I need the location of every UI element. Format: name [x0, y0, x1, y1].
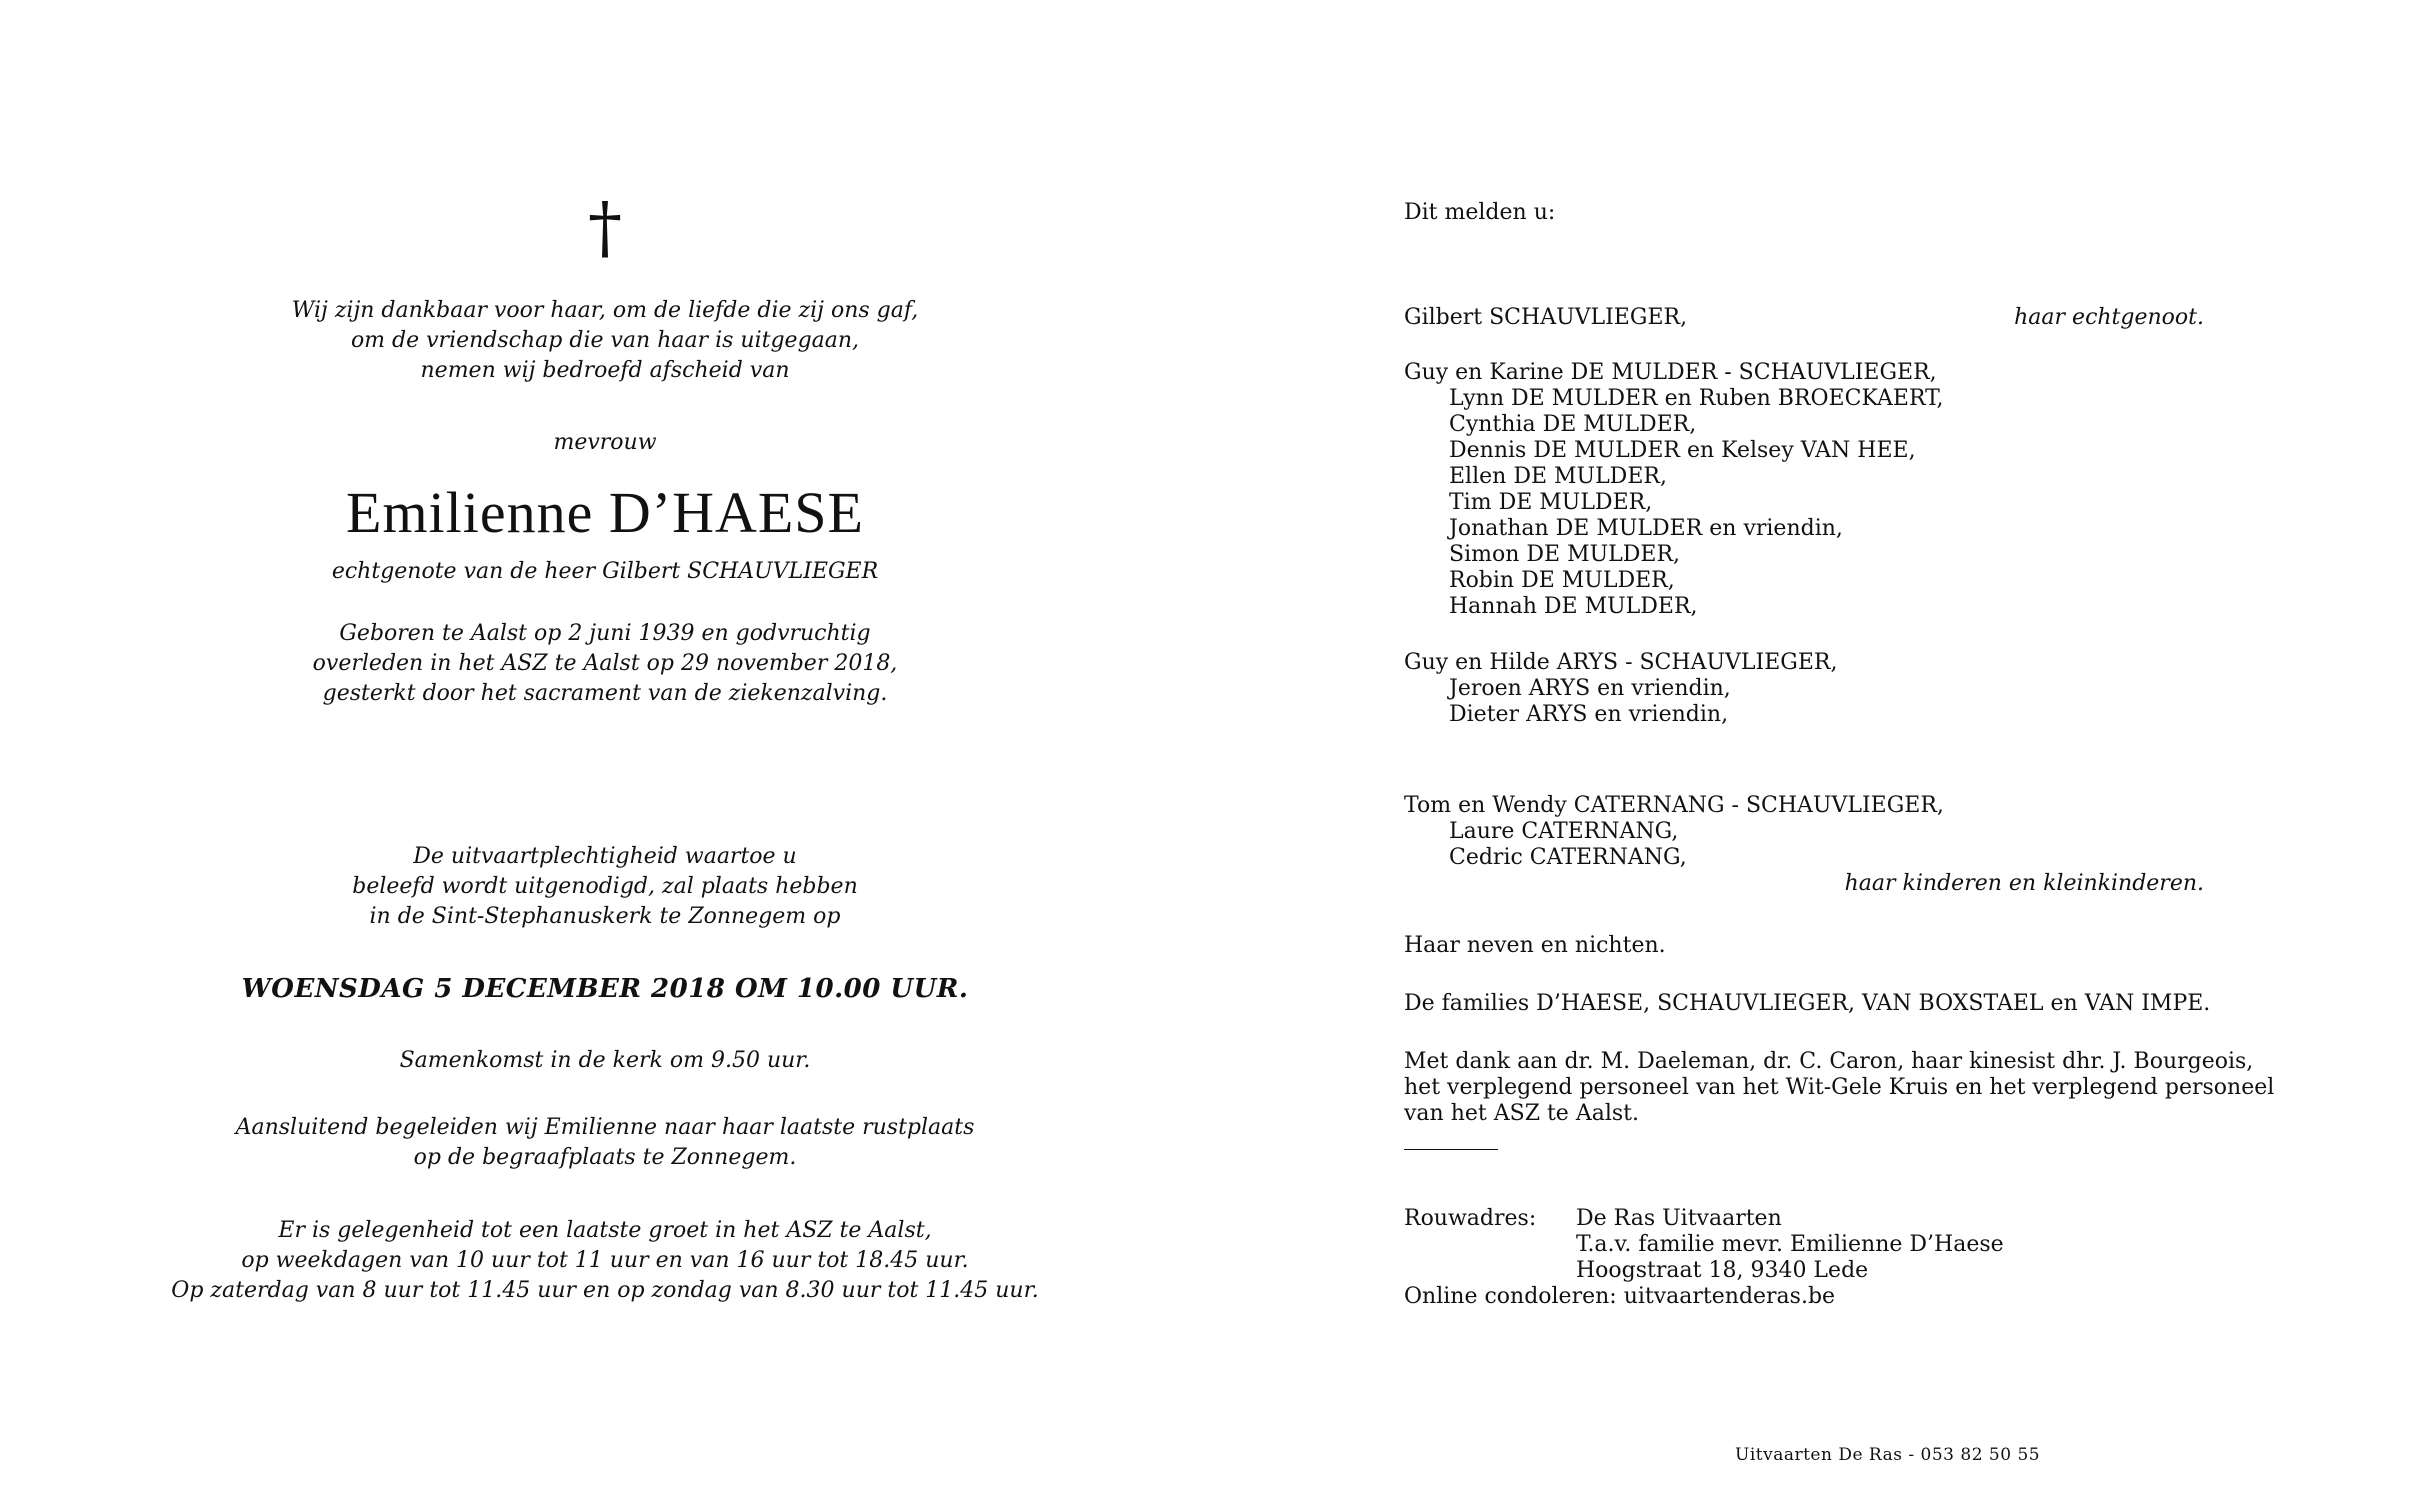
address-line-1: De Ras Uitvaarten [1576, 1206, 1782, 1231]
family1-head: Guy en Karine DE MULDER - SCHAUVLIEGER, [1404, 360, 1937, 385]
family2-member: Dieter ARYS en vriendin, [1449, 702, 1729, 727]
spouse-line: echtgenote van de heer Gilbert SCHAUVLIEGER [331, 559, 879, 584]
visitation-line-1: Er is gelegenheid tot een laatste groet in het ASZ te Aalst, [278, 1218, 932, 1243]
funeral-date: WOENSDAG 5 DECEMBER 2018 OM 10.00 UUR. [241, 974, 969, 1004]
cousins-line: Haar neven en nichten. [1404, 933, 1666, 958]
thanks-line-3: van het ASZ te Aalst. [1404, 1101, 1639, 1126]
invitation-line-1: De uitvaartplechtigheid waartoe u [413, 844, 797, 869]
salutation: mevrouw [553, 430, 657, 455]
thanks-line-2: het verplegend personeel van het Wit-Gele Kruis en het verplegend personeel [1404, 1075, 2275, 1100]
family1-member: Jonathan DE MULDER en vriendin, [1449, 516, 1843, 541]
families-line: De families D’HAESE, SCHAUVLIEGER, VAN BOXSTAEL en VAN IMPE. [1404, 991, 2211, 1016]
birth-line-2: overleden in het ASZ te Aalst op 29 november 2018, [312, 651, 898, 676]
family1-member: Dennis DE MULDER en Kelsey VAN HEE, [1449, 438, 1916, 463]
invitation-line-3: in de Sint-Stephanuskerk te Zonnegem op [369, 904, 841, 929]
visitation-line-3: Op zaterdag van 8 uur tot 11.45 uur en op zondag van 8.30 uur tot 11.45 uur. [171, 1278, 1039, 1303]
address-label: Rouwadres: [1404, 1206, 1537, 1231]
divider-rule [1404, 1149, 1498, 1150]
gathering-line: Samenkomst in de kerk om 9.50 uur. [399, 1048, 811, 1073]
family3-head: Tom en Wendy CATERNANG - SCHAUVLIEGER, [1404, 793, 1944, 818]
address-line-3: Hoogstraat 18, 9340 Lede [1576, 1258, 1869, 1283]
family1-member: Ellen DE MULDER, [1449, 464, 1667, 489]
family1-member: Hannah DE MULDER, [1449, 594, 1698, 619]
family2-member: Jeroen ARYS en vriendin, [1449, 676, 1731, 701]
birth-line-3: gesterkt door het sacrament van de ziekenzalving. [322, 681, 888, 706]
family2-head: Guy en Hilde ARYS - SCHAUVLIEGER, [1404, 650, 1838, 675]
footer-undertaker: Uitvaarten De Ras - 053 82 50 55 [1735, 1445, 2041, 1465]
intro-line-1: Wij zijn dankbaar voor haar, om de liefde die zij ons gaf, [291, 298, 919, 323]
thanks-line-1: Met dank aan dr. M. Daeleman, dr. C. Caron, haar kinesist dhr. J. Bourgeois, [1404, 1049, 2254, 1074]
intro-line-2: om de vriendschap die van haar is uitgegaan, [350, 328, 860, 353]
burial-line-1: Aansluitend begeleiden wij Emilienne naar haar laatste rustplaats [235, 1115, 975, 1140]
family3-member: Cedric CATERNANG, [1449, 845, 1687, 870]
online-condolence-line: Online condoleren: uitvaartenderas.be [1404, 1284, 1836, 1309]
address-line-2: T.a.v. familie mevr. Emilienne D’Haese [1576, 1232, 2004, 1257]
burial-line-2: op de begraafplaats te Zonnegem. [413, 1145, 797, 1170]
family1-member: Tim DE MULDER, [1449, 490, 1653, 515]
cross-icon: † [588, 189, 622, 268]
family1-member: Simon DE MULDER, [1449, 542, 1680, 567]
family1-member: Robin DE MULDER, [1449, 568, 1675, 593]
family1-member: Cynthia DE MULDER, [1449, 412, 1697, 437]
deceased-name: Emilienne D’HAESE [346, 480, 864, 545]
intro-line-3: nemen wij bedroefd afscheid van [420, 358, 790, 383]
spouse-relation: haar echtgenoot. [2014, 305, 2204, 330]
family3-member: Laure CATERNANG, [1449, 819, 1679, 844]
spouse-name: Gilbert SCHAUVLIEGER, [1404, 305, 1688, 330]
announcers-label: Dit melden u: [1404, 200, 1556, 225]
invitation-line-2: beleefd wordt uitgenodigd, zal plaats hebben [352, 874, 858, 899]
birth-line-1: Geboren te Aalst op 2 juni 1939 en godvruchtig [339, 621, 871, 646]
family1-member: Lynn DE MULDER en Ruben BROECKAERT, [1449, 386, 1944, 411]
children-relation: haar kinderen en kleinkinderen. [1844, 871, 2204, 896]
visitation-line-2: op weekdagen van 10 uur tot 11 uur en van 16 uur tot 18.45 uur. [241, 1248, 969, 1273]
